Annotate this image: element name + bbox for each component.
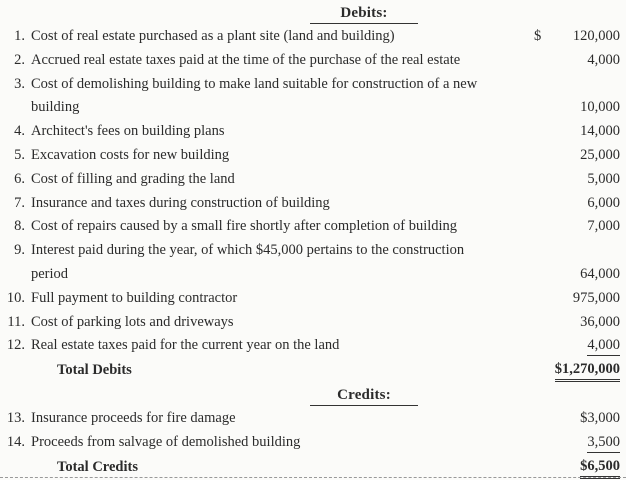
item-description: Full payment to building contractor bbox=[31, 289, 238, 306]
item-description: Interest paid during the year, of which $45,000 pertains to the construction bbox=[31, 242, 465, 259]
list-item bbox=[0, 191, 626, 215]
item-number: 8. bbox=[14, 218, 25, 235]
list-item bbox=[0, 333, 626, 357]
item-number: 4. bbox=[14, 123, 25, 140]
list-item bbox=[0, 95, 626, 119]
list-item bbox=[0, 143, 626, 167]
list-item bbox=[0, 24, 626, 48]
list-item bbox=[0, 214, 626, 238]
item-description: Insurance and taxes during construction of building bbox=[31, 194, 330, 211]
list-item bbox=[0, 238, 626, 262]
total-credits-label: Total Credits bbox=[57, 459, 138, 475]
item-amount: 975,000 bbox=[572, 289, 620, 306]
item-number: 2. bbox=[14, 51, 25, 68]
list-item bbox=[0, 119, 626, 143]
item-description: Cost of demolishing building to make land suitable for construction of a new bbox=[31, 75, 478, 92]
item-amount: 14,000 bbox=[580, 123, 620, 140]
item-number: 5. bbox=[14, 147, 25, 163]
list-item bbox=[0, 310, 626, 334]
credits-total-row bbox=[0, 455, 626, 479]
debits-total-row bbox=[0, 358, 626, 382]
item-number: 10. bbox=[6, 289, 25, 306]
item-description: period bbox=[31, 266, 69, 282]
item-description: Excavation costs for new building bbox=[31, 147, 230, 163]
item-amount: 4,000 bbox=[587, 51, 620, 68]
item-amount: 5,000 bbox=[587, 170, 620, 187]
item-description: Accrued real estate taxes paid at the time of the purchase of the real estate bbox=[31, 51, 461, 68]
item-number: 1. bbox=[14, 28, 25, 44]
item-amount: 120,000 bbox=[572, 28, 620, 44]
item-number: 14. bbox=[6, 434, 25, 450]
item-description: Proceeds from salvage of demolished building bbox=[31, 434, 301, 450]
debits-heading: Debits: bbox=[310, 4, 418, 24]
item-amount: 10,000 bbox=[580, 99, 620, 116]
item-number: 3. bbox=[14, 75, 25, 92]
total-debits-label: Total Debits bbox=[57, 362, 132, 378]
item-description: Cost of filling and grading the land bbox=[31, 170, 235, 187]
list-item bbox=[0, 286, 626, 310]
item-number: 13. bbox=[6, 410, 25, 426]
item-number: 12. bbox=[6, 337, 25, 354]
item-description: Real estate taxes paid for the current year on the land bbox=[31, 337, 340, 354]
item-number: 9. bbox=[14, 242, 25, 259]
total-credits-amount: $6,500 bbox=[580, 457, 620, 479]
credits-heading: Credits: bbox=[310, 386, 418, 406]
list-item bbox=[0, 406, 626, 430]
list-item bbox=[0, 262, 626, 286]
list-item bbox=[0, 48, 626, 72]
item-number: 6. bbox=[14, 170, 25, 187]
item-description: Cost of repairs caused by a small fire shortly after completion of building bbox=[31, 218, 458, 235]
item-description: Architect's fees on building plans bbox=[31, 123, 225, 140]
item-number: 7. bbox=[14, 194, 25, 211]
item-amount: 7,000 bbox=[587, 218, 620, 235]
item-amount: 6,000 bbox=[587, 194, 620, 211]
currency-symbol: $ bbox=[534, 28, 542, 44]
item-description: building bbox=[31, 99, 80, 116]
item-description: Cost of parking lots and driveways bbox=[31, 313, 234, 330]
item-amount: $3,000 bbox=[580, 410, 620, 426]
item-number: 11. bbox=[7, 313, 25, 330]
item-description: Cost of real estate purchased as a plant site (land and building) bbox=[31, 28, 395, 44]
list-item bbox=[0, 430, 626, 454]
item-amount: 3,500 bbox=[587, 432, 620, 453]
item-description: Insurance proceeds for fire damage bbox=[31, 410, 236, 426]
item-amount: 4,000 bbox=[587, 335, 620, 356]
page-edge-rule bbox=[0, 477, 626, 478]
item-amount: 25,000 bbox=[580, 147, 620, 163]
list-item bbox=[0, 72, 626, 96]
list-item bbox=[0, 167, 626, 191]
item-amount: 64,000 bbox=[580, 266, 620, 282]
total-debits-amount: $1,270,000 bbox=[555, 360, 620, 382]
item-amount: 36,000 bbox=[580, 313, 620, 330]
